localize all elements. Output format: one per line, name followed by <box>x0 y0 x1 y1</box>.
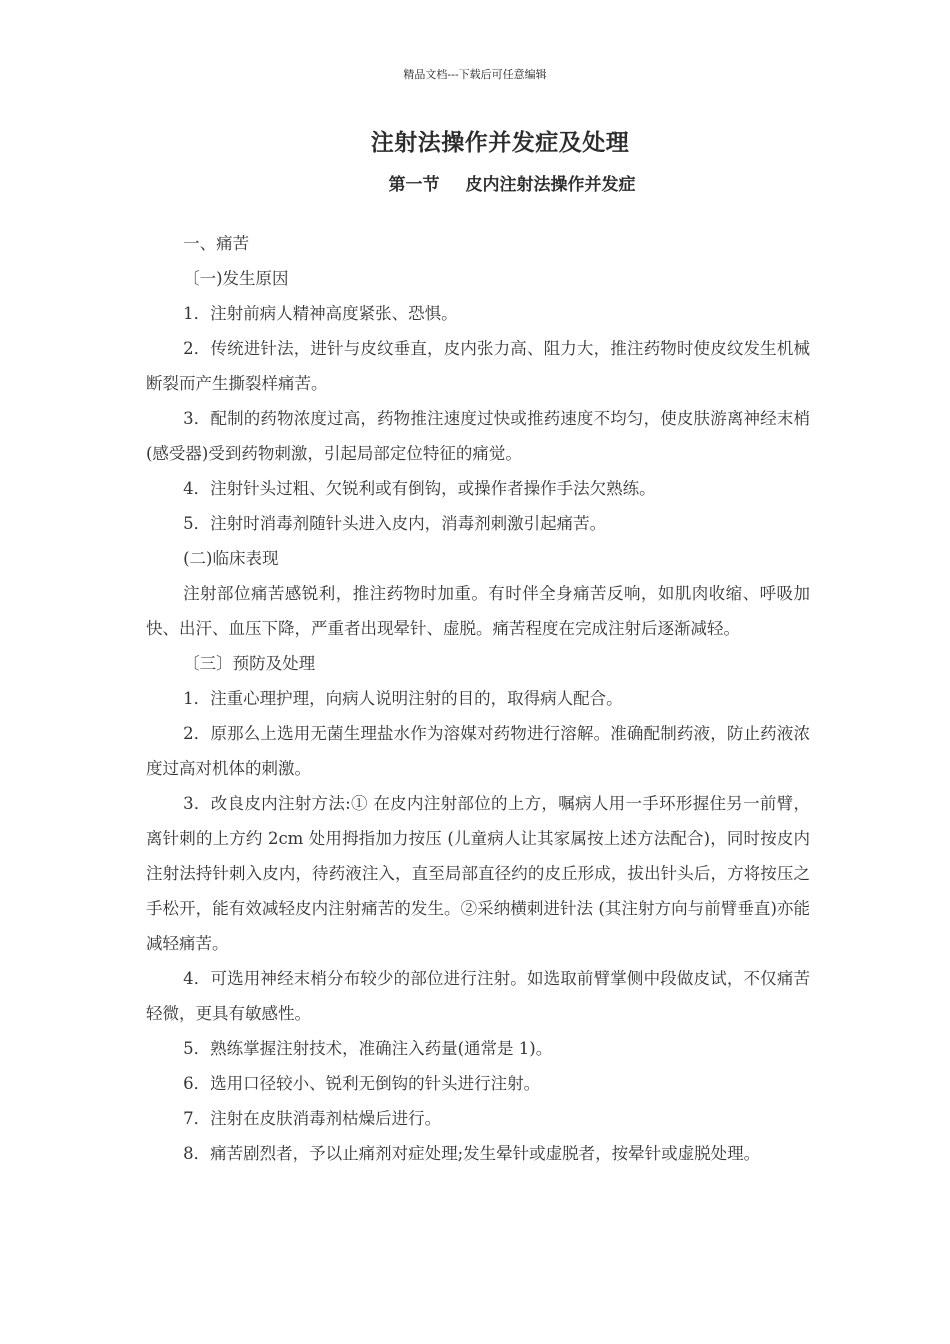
paragraph: 3．配制的药物浓度过高，药物推注速度过快或推药速度不均匀，使皮肤游离神经末梢 (感受器)受到药物刺激，引起局部定位特征的痛觉。 <box>146 409 810 463</box>
paragraph: 2．原那么上选用无菌生理盐水作为溶媒对药物进行溶解。准确配制药液，防止药液浓度过高对机体的刺激。 <box>146 724 810 778</box>
subheading-prevention: 〔三〕预防及处理 <box>183 654 316 673</box>
section-name: 皮内注射法操作并发症 <box>465 175 636 195</box>
paragraph: 4．可选用神经末梢分布较少的部位进行注射。如选取前臂掌侧中段做皮试，不仅痛苦轻微，更具有敏感性。 <box>146 969 810 1023</box>
paragraph: 8．痛苦剧烈者，予以止痛剂对症处理;发生晕针或虚脱者，按晕针或虚脱处理。 <box>183 1144 761 1163</box>
paragraph: 2．传统进针法，进针与皮纹垂直，皮内张力高、阻力大，推注药物时使皮纹发生机械断裂而产生撕裂样痛苦。 <box>146 339 810 393</box>
paragraph: 5．注射时消毒剂随针头进入皮内，消毒剂刺激引起痛苦。 <box>183 514 607 533</box>
paragraph: 1．注重心理护理，向病人说明注射的目的，取得病人配合。 <box>183 689 623 708</box>
paragraph: 注射部位痛苦感锐利，推注药物时加重。有时伴全身痛苦反响，如肌肉收缩、呼吸加快、出汗、血压下降，严重者出现晕针、虚脱。痛苦程度在完成注射后逐渐减轻。 <box>146 584 810 638</box>
subheading-causes: 〔一)发生原因 <box>183 269 289 288</box>
paragraph: 7．注射在皮肤消毒剂枯燥后进行。 <box>183 1109 442 1128</box>
document-title: 注射法操作并发症及处理 <box>370 129 630 156</box>
section-title <box>0 170 950 195</box>
paragraph: 3．改良皮内注射方法:① 在皮内注射部位的上方，嘱病人用一手环形握住另一前臂，离针刺的上方约 2cm 处用拇指加力按压 (儿童病人让其家属按上述方法配合)，同时按皮内注射法持针刺入皮内，待药液注入，直至局部直径约的皮丘形成，拔出针头后，方将按压之手松开，能有效减轻皮内注射痛苦的发生。②采纳横刺进针法 (其注射方向与前臂垂直)亦能减轻痛苦。 <box>146 794 810 953</box>
subheading-clinical: (二)临床表现 <box>183 549 279 568</box>
header-note: 精品文档---下载后可任意编辑 <box>403 68 547 81</box>
paragraph: 6．选用口径较小、锐利无倒钩的针头进行注射。 <box>183 1074 541 1093</box>
section-number: 第一节 <box>388 175 440 195</box>
document-body <box>146 226 810 1171</box>
paragraph: 4．注射针头过粗、欠锐利或有倒钩，或操作者操作手法欠熟练。 <box>183 479 656 498</box>
heading-pain: 一、痛苦 <box>183 234 250 253</box>
paragraph: 5．熟练掌握注射技术，准确注入药量(通常是 1)。 <box>183 1039 553 1058</box>
paragraph: 1．注射前病人精神高度紧张、恐惧。 <box>183 304 458 323</box>
